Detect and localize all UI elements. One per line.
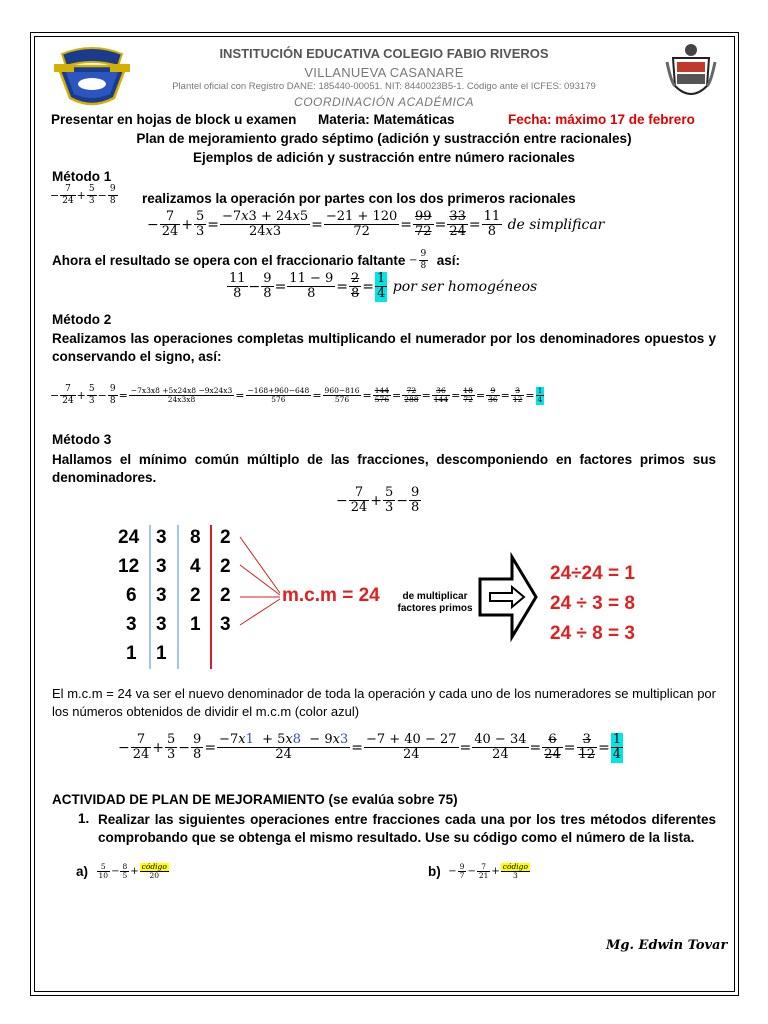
division-3: 24 ÷ 8 = 3 <box>550 623 635 644</box>
activity-heading: ACTIVIDAD DE PLAN DE MEJORAMIENTO (se evalúa sobre 75) <box>52 792 458 807</box>
present-instruction: Presentar en hojas de block u examen <box>51 112 297 127</box>
institution-name: INSTITUCIÓN EDUCATIVA COLEGIO FABIO RIVEROS <box>219 46 549 61</box>
division-1: 24÷24 = 1 <box>550 563 635 584</box>
method3-solution: − $\frac{7}{24}$ + $\frac{5}{3}$ − $\frac{9}{8}$ = $\frac{-7x1 + 5x8 - 9x3}{24}$ = $\frac{-7 + 40 - 27}{24}$ = $\frac{40 - 34}{24}$ = $\frac{6}{24}$ = $\frac{3}{12}$ = $\frac{1}{4}$ <box>118 732 622 763</box>
division-2: 24 ÷ 3 = 8 <box>550 593 635 614</box>
examples-title: Ejemplos de adición y sustracción entre número racionales <box>193 150 575 165</box>
method3-expression: − $\frac{7}{24}$ + $\frac{5}{3}$ − $\frac{9}{8}$ <box>336 485 420 516</box>
exercise-b-label: b) <box>428 864 441 880</box>
method2-text: Realizamos las operaciones completas multiplicando el numerador por los denominadores opuestos y conservando el signo, así: <box>52 331 716 364</box>
signature: Mg. Edwin Tovar <box>606 938 728 953</box>
town-name: VILLANUEVA CASANARE <box>304 65 464 80</box>
prime-factor-diagram: 24 3 8 2 12 3 4 2 6 3 2 2 3 3 1 3 1 1 m.c.m = 24 de multiplicar factores primos 24÷24 = 1 24 ÷ 3 = 8 24 ÷ 8 = 3 <box>112 517 652 672</box>
homog-note: por ser homogéneos <box>392 279 538 296</box>
method1-heading: Método 1 <box>52 169 112 184</box>
exercise-a: a) $\frac{5}{10}$ − $\frac{8}{5}$ + $\frac{\text{código}}{20}$ <box>76 862 167 881</box>
mcm-note: de multiplicar factores primos <box>397 591 473 614</box>
method1-intro: realizamos la operación por partes con los dos primeros racionales <box>142 191 576 206</box>
method3-text: Hallamos el mínimo común múltiplo de las fracciones, descomponiendo en factores primos sus denominadores. <box>52 452 716 485</box>
method2-heading: Método 2 <box>52 312 112 327</box>
exercise-b: b) − $\frac{9}{7}$ − $\frac{7}{21}$ + $\frac{\text{código}}{3}$ <box>428 862 528 881</box>
mcm-label: m.c.m = 24 <box>282 585 380 606</box>
codigo-a: código <box>141 862 167 871</box>
method2-expression: − $\frac{7}{24}$ + $\frac{5}{3}$ − $\frac{9}{8}$ = $\frac{-7x3x8 +5x24x8 -9x24x3}{24x3x8}$ = $\frac{-168+960-648}{576}$ = $\frac{960-816}{576}$ = $\frac{144}{576}$ = $\frac{72}{288}$ = $\frac{36}{144}$ = $\frac{18}{72}$ = $\frac{9}{36}$ = $\frac{3}{12}$ = $\frac{1}{4}$ <box>50 384 543 406</box>
method1-expression: − $\frac{7}{24}$ + $\frac{5}{3}$ − $\frac{9}{8}$ <box>50 184 116 206</box>
coordination-label: COORDINACIÓN ACADÉMICA <box>294 95 474 109</box>
method1-then: Ahora el resultado se opera con el fraccionario faltante <box>52 253 406 269</box>
method1-asi: así: <box>436 253 461 269</box>
plan-title: Plan de mejoramiento grado séptimo (adición y sustracción entre racionales) <box>136 131 632 146</box>
registry-line: Plantel oficial con Registro DANE: 185440-00051. NIT: 8440023B5-1. Código ante el ICFES: 093179 <box>172 81 596 92</box>
method1-step2: $\frac{11}{8}$ − $\frac{9}{8}$ = $\frac{11 - 9}{8}$ = $\frac{2}{8}$ = $\frac{1}{4}$ por ser homogéneos <box>229 271 538 302</box>
due-date: Fecha: máximo 17 de febrero <box>508 112 695 127</box>
method1-then-line: Ahora el resultado se opera con el fraccionario faltante − $\frac{9}{8}$ así: <box>52 249 461 271</box>
activity-item1: Realizar las siguientes operaciones entre fracciones cada una por los tres métodos diferentes comprobando que se obtenga el mismo resultado. Use su código como el número de la lista. <box>98 812 716 845</box>
simplify-note: de simplificar <box>507 217 605 234</box>
method3-explain: El m.c.m = 24 va ser el nuevo denominador de toda la operación y cada uno de los numeradores se multiplican por los números obtenidos de dividir el m.c.m (color azul) <box>52 686 716 719</box>
method3-heading: Método 3 <box>52 432 112 447</box>
method1-step1: − $\frac{7}{24}$ + $\frac{5}{3}$ = $\frac{-7x3 + 24x5}{24x3}$ = $\frac{-21 + 120}{72}$ = $\frac{99}{72}$ = $\frac{33}{24}$ = $\frac{11}{8}$ de simplificar <box>147 209 605 240</box>
exercise-a-label: a) <box>76 864 89 880</box>
codigo-b: código <box>502 862 528 871</box>
subject-label: Materia: Matemáticas <box>318 112 455 127</box>
activity-item-number: 1. <box>78 811 90 826</box>
